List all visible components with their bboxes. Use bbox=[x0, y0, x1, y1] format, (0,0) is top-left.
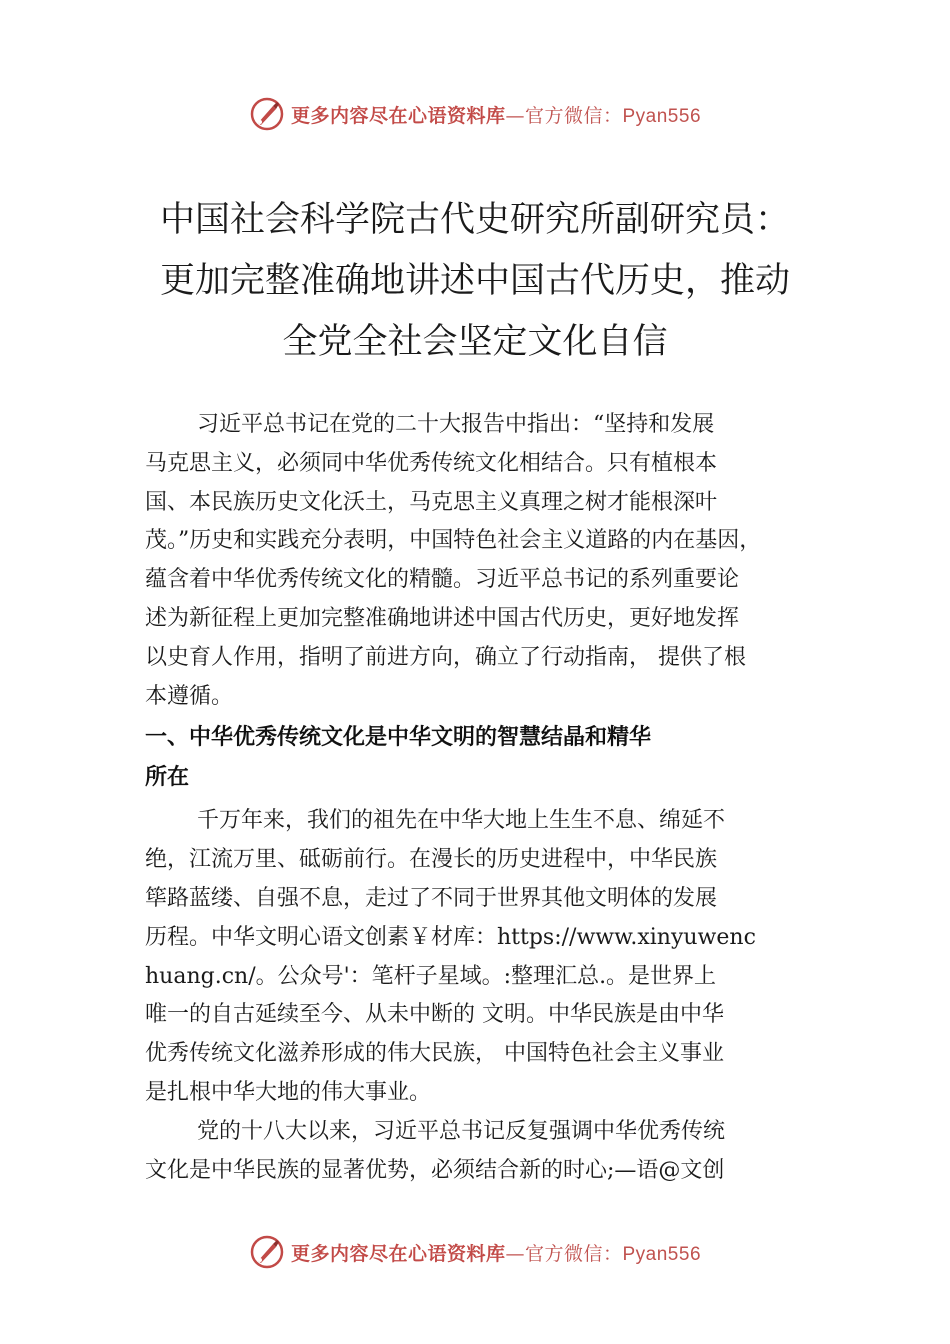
text-line: 唯一的自古延续至今、从未中断的 文明。中华民族是由中华 bbox=[145, 1002, 724, 1028]
text-line: 优秀传统文化滋养形成的伟大民族， 中国特色社会主义事业 bbox=[145, 1041, 724, 1067]
section-heading-1 bbox=[145, 718, 835, 798]
text-line: 国、本民族历史文化沃土，马克思主义真理之树才能根深叶 bbox=[145, 489, 718, 515]
footer-banner bbox=[0, 1230, 950, 1274]
banner-brand: 更多内容尽在心语资料库 bbox=[290, 104, 506, 127]
text-line: 文化是中华民族的显著优势，必须结合新的时心;—语@文创 bbox=[145, 1157, 725, 1183]
header-banner bbox=[0, 92, 950, 136]
text-line: 筚路蓝缕、自强不息，走过了不同于世界其他文明体的发展 bbox=[145, 885, 718, 911]
heading-line: 所在 bbox=[145, 765, 190, 791]
text-line: 马克思主义，必须同中华优秀传统文化相结合。只有植根本 bbox=[145, 450, 718, 476]
text-line: 以史育人作用，指明了前进方向，确立了行动指南， 提供了根 bbox=[145, 644, 746, 670]
banner-brand: 更多内容尽在心语资料库 bbox=[290, 1242, 506, 1265]
banner-text bbox=[291, 101, 701, 128]
text-line: 习近平总书记在党的二十大报告中指出：“坚持和发展 bbox=[197, 412, 715, 437]
quill-logo-icon bbox=[249, 1234, 285, 1270]
banner-separator: —官方微信： bbox=[505, 104, 623, 127]
document-body bbox=[145, 406, 835, 1190]
banner-separator: —官方微信： bbox=[505, 1242, 623, 1265]
title-line-1: 中国社会科学院古代史研究所副研究员： bbox=[159, 200, 790, 240]
text-line: 茂。”历史和实践充分表明，中国特色社会主义道路的内在基因， bbox=[145, 528, 762, 554]
heading-line: 一、中华优秀传统文化是中华文明的智慧结晶和精华 bbox=[145, 725, 652, 751]
text-line: huang.cn/。公众号'：笔杆子星域。:整理汇总.。是世界上 bbox=[145, 963, 717, 989]
text-line: 千万年来，我们的祖先在中华大地上生生不息、绵延不 bbox=[197, 808, 726, 834]
quill-logo-icon bbox=[249, 96, 285, 132]
title-line-2: 更加完整准确地讲述中国古代历史，推动 bbox=[159, 261, 790, 301]
text-line: 述为新征程上更加完整准确地讲述中国古代历史，更好地发挥 bbox=[145, 605, 740, 631]
paragraph-1 bbox=[145, 406, 835, 716]
text-line: 本遵循。 bbox=[145, 683, 234, 709]
text-line: 党的十八大以来，习近平总书记反复强调中华优秀传统 bbox=[197, 1118, 726, 1144]
paragraph-3 bbox=[145, 1113, 835, 1191]
title-line-3: 全党全社会坚定文化自信 bbox=[282, 322, 668, 362]
banner-handle: Pyan556 bbox=[622, 105, 702, 127]
document-title bbox=[60, 190, 890, 373]
text-line: 蕴含着中华优秀传统文化的精髓。习近平总书记的系列重要论 bbox=[145, 567, 740, 593]
banner-handle: Pyan556 bbox=[622, 1243, 702, 1265]
text-line: 绝，江流万里、砥砺前行。在漫长的历史进程中，中华民族 bbox=[145, 847, 718, 873]
banner-text bbox=[291, 1239, 701, 1266]
text-line: 是扎根中华大地的伟大事业。 bbox=[145, 1079, 432, 1105]
paragraph-2 bbox=[145, 802, 835, 1112]
text-line: 历程。中华文明心语文创素￥材库：https://www.xinyuwenc bbox=[145, 924, 756, 950]
